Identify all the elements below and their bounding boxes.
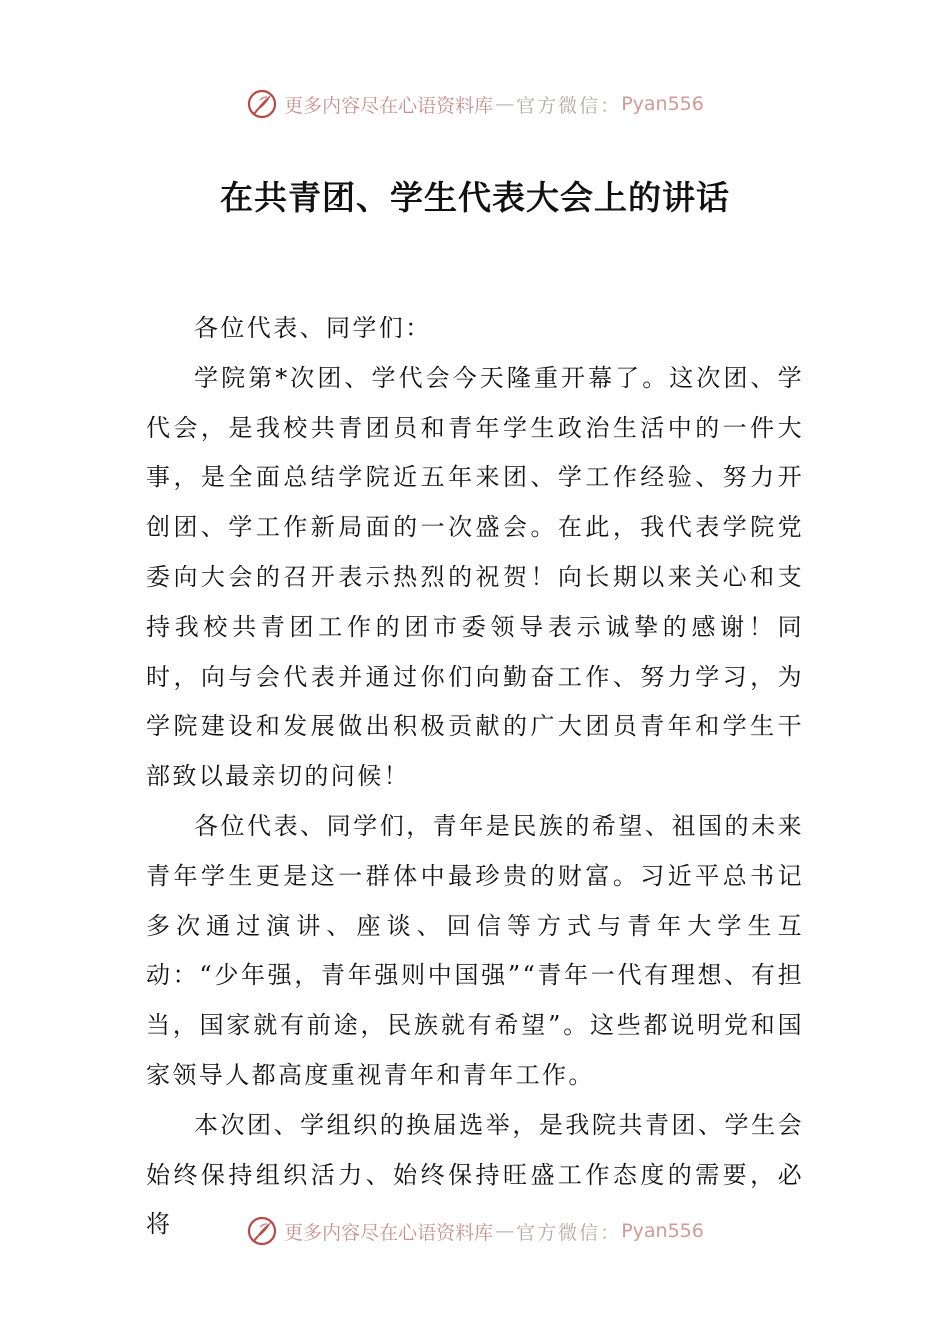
quill-logo-icon (246, 88, 278, 120)
watermark-main-text: 更多内容尽在心语资料库 (284, 1221, 494, 1244)
paragraph-election: 本次团、学组织的换届选举，是我院共青团、学生会始终保持组织活力、始终保持旺盛工作态度的需要，必将 (146, 1110, 804, 1239)
watermark-dash: — (495, 93, 515, 115)
watermark-main-text: 更多内容尽在心语资料库 (284, 94, 494, 117)
watermark-dash: — (495, 1220, 515, 1242)
watermark-wechat-id: Pyan556 (621, 93, 704, 115)
document-body (146, 304, 804, 1250)
watermark-wechat-label: 官方微信： (516, 94, 622, 117)
footer-watermark (0, 1211, 950, 1251)
watermark-wechat-label: 官方微信： (516, 1221, 622, 1244)
watermark-wechat-id: Pyan556 (621, 1220, 704, 1242)
document-title: 在共青团、学生代表大会上的讲话 (220, 178, 730, 217)
paragraph-youth: 各位代表、同学们，青年是民族的希望、祖国的未来青年学生更是这一群体中最珍贵的财富。习近平总书记多次通过演讲、座谈、回信等方式与青年大学生互动：“少年强，青年强则中国强”“青年一代有理想、有担当，国家就有前途，民族就有希望”。这些都说明党和国家领导人都高度重视青年和青年工作。 (146, 811, 804, 1089)
paragraph-opening: 学院第*次团、学代会今天隆重开幕了。这次团、学代会，是我校共青团员和青年学生政治生活中的一件大事，是全面总结学院近五年来团、学工作经验、努力开创团、学工作新局面的一次盛会。在此，我代表学院党委向大会的召开表示热烈的祝贺！向长期以来关心和支持我校共青团工作的团市委领导表示诚挚的感谢！同时，向与会代表并通过你们向勤奋工作、努力学习，为学院建设和发展做出积极贡献的广大团员青年和学生干部致以最亲切的问候！ (146, 363, 804, 791)
paragraph-salutation: 各位代表、同学们： (194, 314, 432, 342)
quill-logo-icon (246, 1215, 278, 1247)
header-watermark (0, 84, 950, 124)
